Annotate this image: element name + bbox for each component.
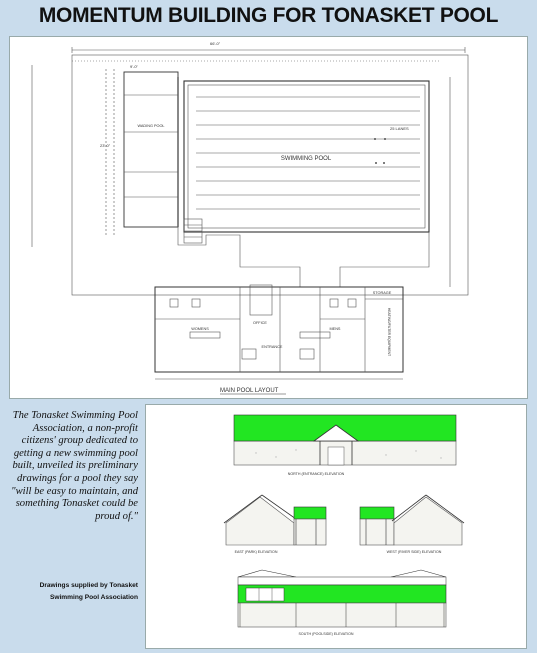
pool-layout-svg	[10, 37, 527, 398]
north-elevation-label: NORTH (ENTRANCE) ELEVATION	[287, 472, 345, 476]
south-elevation	[238, 570, 446, 636]
wading-pool-label: WADING POOL	[137, 124, 165, 128]
west-elevation	[360, 495, 464, 554]
equipment-room-label: HEATING/FILTER EQUIPMENT	[387, 307, 391, 357]
svg-text:9'-0": 9'-0"	[130, 64, 138, 69]
north-elevation	[234, 415, 456, 476]
entrance-label: ENTRANCE	[261, 345, 283, 349]
swimming-pool-label: SWIMMING POOL	[280, 156, 332, 162]
svg-text:66'-0": 66'-0"	[210, 41, 221, 46]
svg-text:23'-0": 23'-0"	[100, 143, 111, 148]
main-pool-layout-label: MAIN POOL LAYOUT	[220, 388, 279, 394]
credit	[6, 580, 138, 604]
page-title: MOMENTUM BUILDING FOR TONASKET POOL	[38, 4, 499, 27]
elevations-svg	[146, 405, 526, 648]
storage-label: STORAGE	[372, 291, 392, 295]
caption: The Tonasket Swimming Pool Association, a non-profit citizens' group dedicated to getting a new swimming pool built, unveiled its preliminary drawings for a pool they say "will be easy to maintain, and something Tonasket could be proud of."	[11, 410, 138, 522]
east-elevation-label: EAST (PARK) ELEVATION	[234, 550, 278, 554]
credit-line-2: Swimming Pool Association	[49, 594, 138, 601]
elevations-drawing	[145, 404, 527, 649]
womens-room-label: WOMENS	[191, 327, 209, 331]
mens-room-label: MENS	[329, 327, 341, 331]
south-elevation-label: SOUTH (POOLSIDE) ELEVATION	[298, 632, 354, 636]
pool-layout-drawing	[9, 36, 528, 399]
office-label: OFFICE	[253, 321, 267, 325]
credit-line-1: Drawings supplied by Tonasket	[39, 582, 138, 589]
east-elevation	[224, 495, 326, 554]
svg-text:25 LANES: 25 LANES	[390, 126, 409, 131]
west-elevation-label: WEST (RIVER SIDE) ELEVATION	[386, 550, 442, 554]
